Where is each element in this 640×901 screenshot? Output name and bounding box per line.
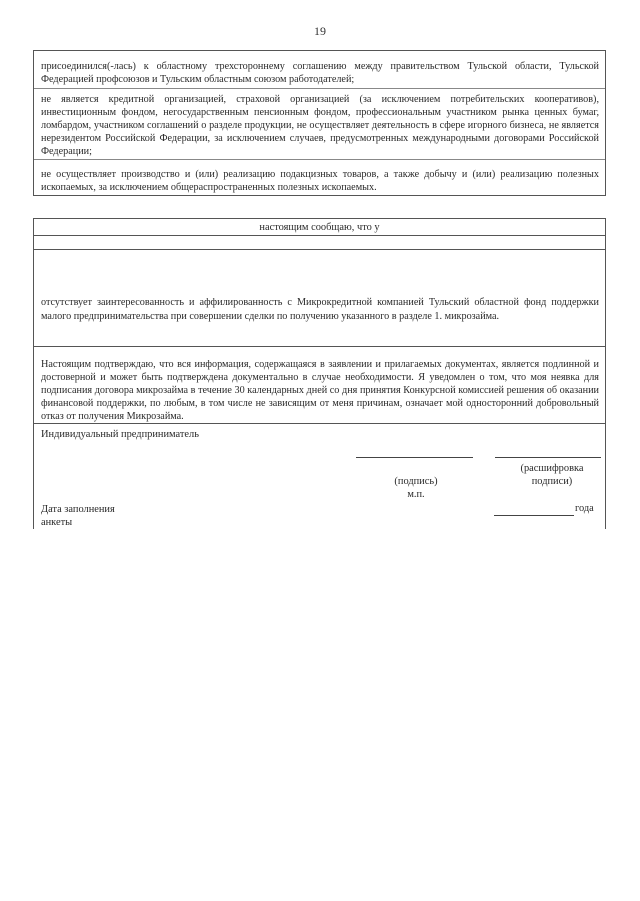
section-divider — [34, 423, 605, 424]
signature-caption-text: (подпись) — [394, 476, 438, 487]
date-label-line2: анкеты — [41, 517, 73, 528]
notification-header: настоящим сообщаю, что у — [259, 222, 380, 233]
condition-not-excise: не осуществляет производство и (или) реализацию подакцизных товаров, а также добычу и (или) реализацию полезных ископаемых, за исключением общераспространенных полезных ископаемых. — [41, 169, 599, 193]
condition-divider — [34, 159, 605, 160]
name-field-line[interactable] — [34, 249, 605, 250]
decode-caption — [504, 462, 600, 488]
notification-box — [33, 218, 606, 529]
header-underline — [34, 235, 605, 236]
condition-agreement: присоединился(-лась) к областному трехстороннему соглашению между правительством Тульской области, Тульской Федерацией профсоюзов и Тульским областным союзом работодателей; — [41, 61, 599, 85]
affiliation-statement: отсутствует заинтересованность и аффилированность с Микрокредитной компанией Тульский областной фонд поддержки малого предпринимательства при совершении сделки по получению указанного в разделе 1. микрозайма. — [41, 297, 599, 322]
entrepreneur-label: Индивидуальный предприниматель — [41, 429, 199, 440]
signature-caption — [374, 475, 458, 501]
date-field-line[interactable] — [494, 515, 574, 516]
conditions-box — [33, 50, 606, 196]
condition-not-credit-org: не является кредитной организацией, страховой организацией (за исключением потребительских кооперативов), инвестиционным фондом, негосударственным пенсионным фондом, профессиональным участником рынка ценных бумаг, ломбардом, участником соглашений о разделе продукции, не осуществляет деятельность в сфере игорного бизнеса, не является нерезидентом Российской Федерации, за исключением случаев, предусмотренных международными договорами Российской Федерации; — [41, 94, 599, 157]
stamp-caption: м.п. — [407, 489, 425, 500]
condition-divider — [34, 88, 605, 89]
confirmation-statement: Настоящим подтверждаю, что вся информация, содержащаяся в заявлении и прилагаемых документах, является подлинной и достоверной и может быть подтверждена документально в случае необходимости. Я уведомлен о том, что моя неявка для подписания договора микрозайма в течение 30 календарных дней со дня принятия Конкурсной комиссией решения об оказании финансовой поддержки, по любым, в том числе не зависящим от меня причинам, означает мой односторонний добровольный отказ от получения Микрозайма. — [41, 359, 599, 422]
section-divider — [34, 346, 605, 347]
decode-caption-line2: подписи) — [531, 476, 573, 487]
date-label-line1: Дата заполнения — [41, 504, 115, 515]
decode-caption-line1: (расшифровка — [520, 463, 584, 474]
year-label: года — [575, 503, 594, 514]
date-label — [41, 503, 115, 529]
signature-line[interactable] — [356, 457, 473, 458]
signature-decode-line[interactable] — [495, 457, 601, 458]
page-number: 19 — [314, 24, 326, 38]
